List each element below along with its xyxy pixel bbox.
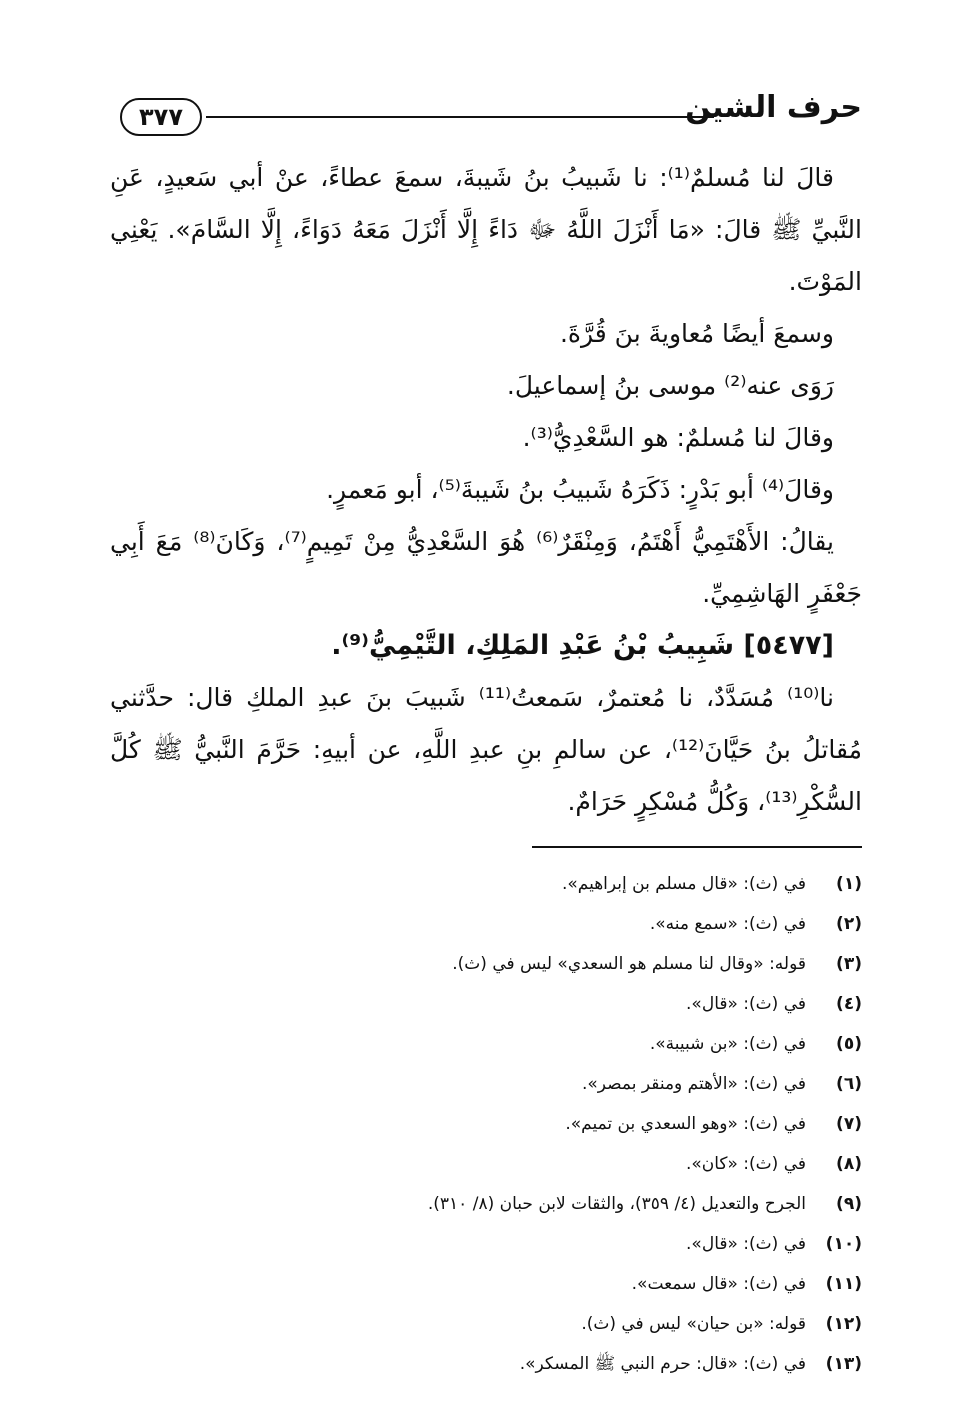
page-header: [110, 88, 862, 148]
footnote: [110, 1024, 862, 1064]
footnote-text: في (ث): «الأهتم ومنقر بمصر».: [581, 1074, 806, 1094]
footnote-number: (١٣): [825, 1354, 862, 1374]
paragraph-2: وسمعَ أيضًا مُعاويةَ بنَ قُرَّةَ.: [559, 319, 834, 348]
footnotes: [110, 864, 862, 1384]
footnote-text: في (ث): «قال».: [686, 994, 806, 1014]
entry-heading: [٥٤٧٧] شَبِيبُ بْنُ عَبْدِ المَلِكِ، التَّيْمِيُّ⁽⁹⁾.: [331, 630, 834, 661]
paragraph-4: وقالَ لنا مُسلمٌ: هو السَّعْدِيُّ⁽³⁾.: [522, 423, 834, 452]
footnote-number: (١١): [825, 1274, 862, 1294]
footnote-number: (٧): [836, 1114, 862, 1134]
chapter-title: حرف الشين: [685, 90, 862, 125]
paragraph-6: يقالُ: الأَهْتَمِيُّ أَهْتَمُ، وَمِنْقَرٌ⁽⁶⁾ هُوَ السَّعْدِيُّ مِنْ تَمِيمٍ⁽⁷⁾، وَكَانَ⁽⁸⁾ مَعَ أَبِي جَعْفَرٍ الهَاشِمِيِّ.: [110, 527, 862, 608]
footnote: [110, 944, 862, 984]
paragraph-7: نا⁽¹⁰⁾ مُسَدَّدٌ، نا مُعتمرٌ، سَمعتُ⁽¹¹⁾ شَبيبَ بنَ عبدِ الملكِ قال: حدَّثني مُقاتلُ بنُ حَيَّانَ⁽¹²⁾، عن سالمِ بنِ عبدِ اللَّهِ، عن أبيهِ: حَرَّمَ النَّبيُّ ﷺ كُلَّ السُّكْرِ⁽¹³⁾، وَكُلُّ مُسْكِرٍ حَرَامٌ.: [110, 683, 862, 816]
footnote-number: (١٠): [825, 1234, 862, 1254]
book-page: [110, 88, 862, 1388]
paragraph-3: رَوَى عنه⁽²⁾ موسى بنُ إسماعيلَ.: [506, 371, 834, 400]
footnote-text: قوله: «بن حيان» ليس في (ث).: [581, 1314, 806, 1334]
header-rule: [206, 116, 714, 118]
paragraph-1: قالَ لنا مُسلمٌ⁽¹⁾: نا شَبيبُ بنُ شَيبةَ، سمعَ عطاءً، عنْ أبي سَعيدٍ، عَنِ النَّبيِّ ﷺ قالَ: «مَا أَنْزَلَ اللَّهُ ﷻ دَاءً إِلَّا أَنْزَلَ مَعَهُ دَوَاءً، إِلَّا السَّامَ». يَعْنِي المَوْتَ.: [110, 163, 862, 296]
footnote: [110, 1344, 862, 1384]
footnote-text: الجرح والتعديل (٤/ ٣٥٩)، والثقات لابن حبان (٨/ ٣١٠).: [427, 1194, 806, 1214]
footnote-text: في (ث): «قال سمعت».: [631, 1274, 806, 1294]
footnote: [110, 984, 862, 1024]
footnote: [110, 1184, 862, 1224]
footnote-text: قوله: «وقال لنا مسلم هو السعدي» ليس في (ث).: [452, 954, 806, 974]
footnote-text: في (ث): «وهو السعدي بن تميم».: [565, 1114, 806, 1134]
footnote-number: (١): [836, 874, 862, 894]
footnote-text: في (ث): «قال: حرم النبي ﷺ المسكر».: [519, 1354, 806, 1374]
footnote-number: (٩): [836, 1194, 862, 1214]
footnote-number: (٣): [836, 954, 862, 974]
footnote: [110, 1104, 862, 1144]
footnote: [110, 1144, 862, 1184]
footnote: [110, 1304, 862, 1344]
page-number: ٣٧٧: [120, 98, 202, 136]
footnote: [110, 864, 862, 904]
footnote-number: (٤): [836, 994, 862, 1014]
footnote: [110, 1064, 862, 1104]
main-text: [110, 152, 862, 828]
footnote: [110, 1224, 862, 1264]
footnote-number: (٥): [836, 1034, 862, 1054]
footnote-number: (١٢): [825, 1314, 862, 1334]
paragraph-5: وقالَ⁽⁴⁾ أبو بَدْرٍ: ذَكَرَهُ شَبيبُ بنُ شَيبةَ⁽⁵⁾، أبو مَعمرٍ.: [326, 475, 834, 504]
footnote-separator: [532, 846, 862, 848]
footnote: [110, 904, 862, 944]
footnote-text: في (ث): «قال مسلم بن إبراهيم».: [561, 874, 806, 894]
footnote-number: (٦): [836, 1074, 862, 1094]
footnote: [110, 1264, 862, 1304]
footnote-text: في (ث): «قال».: [686, 1234, 806, 1254]
footnote-number: (٢): [836, 914, 862, 934]
footnote-number: (٨): [836, 1154, 862, 1174]
footnote-text: في (ث): «بن شبيبة».: [649, 1034, 806, 1054]
footnote-text: في (ث): «سمع منه».: [649, 914, 806, 934]
footnote-text: في (ث): «كان».: [685, 1154, 806, 1174]
